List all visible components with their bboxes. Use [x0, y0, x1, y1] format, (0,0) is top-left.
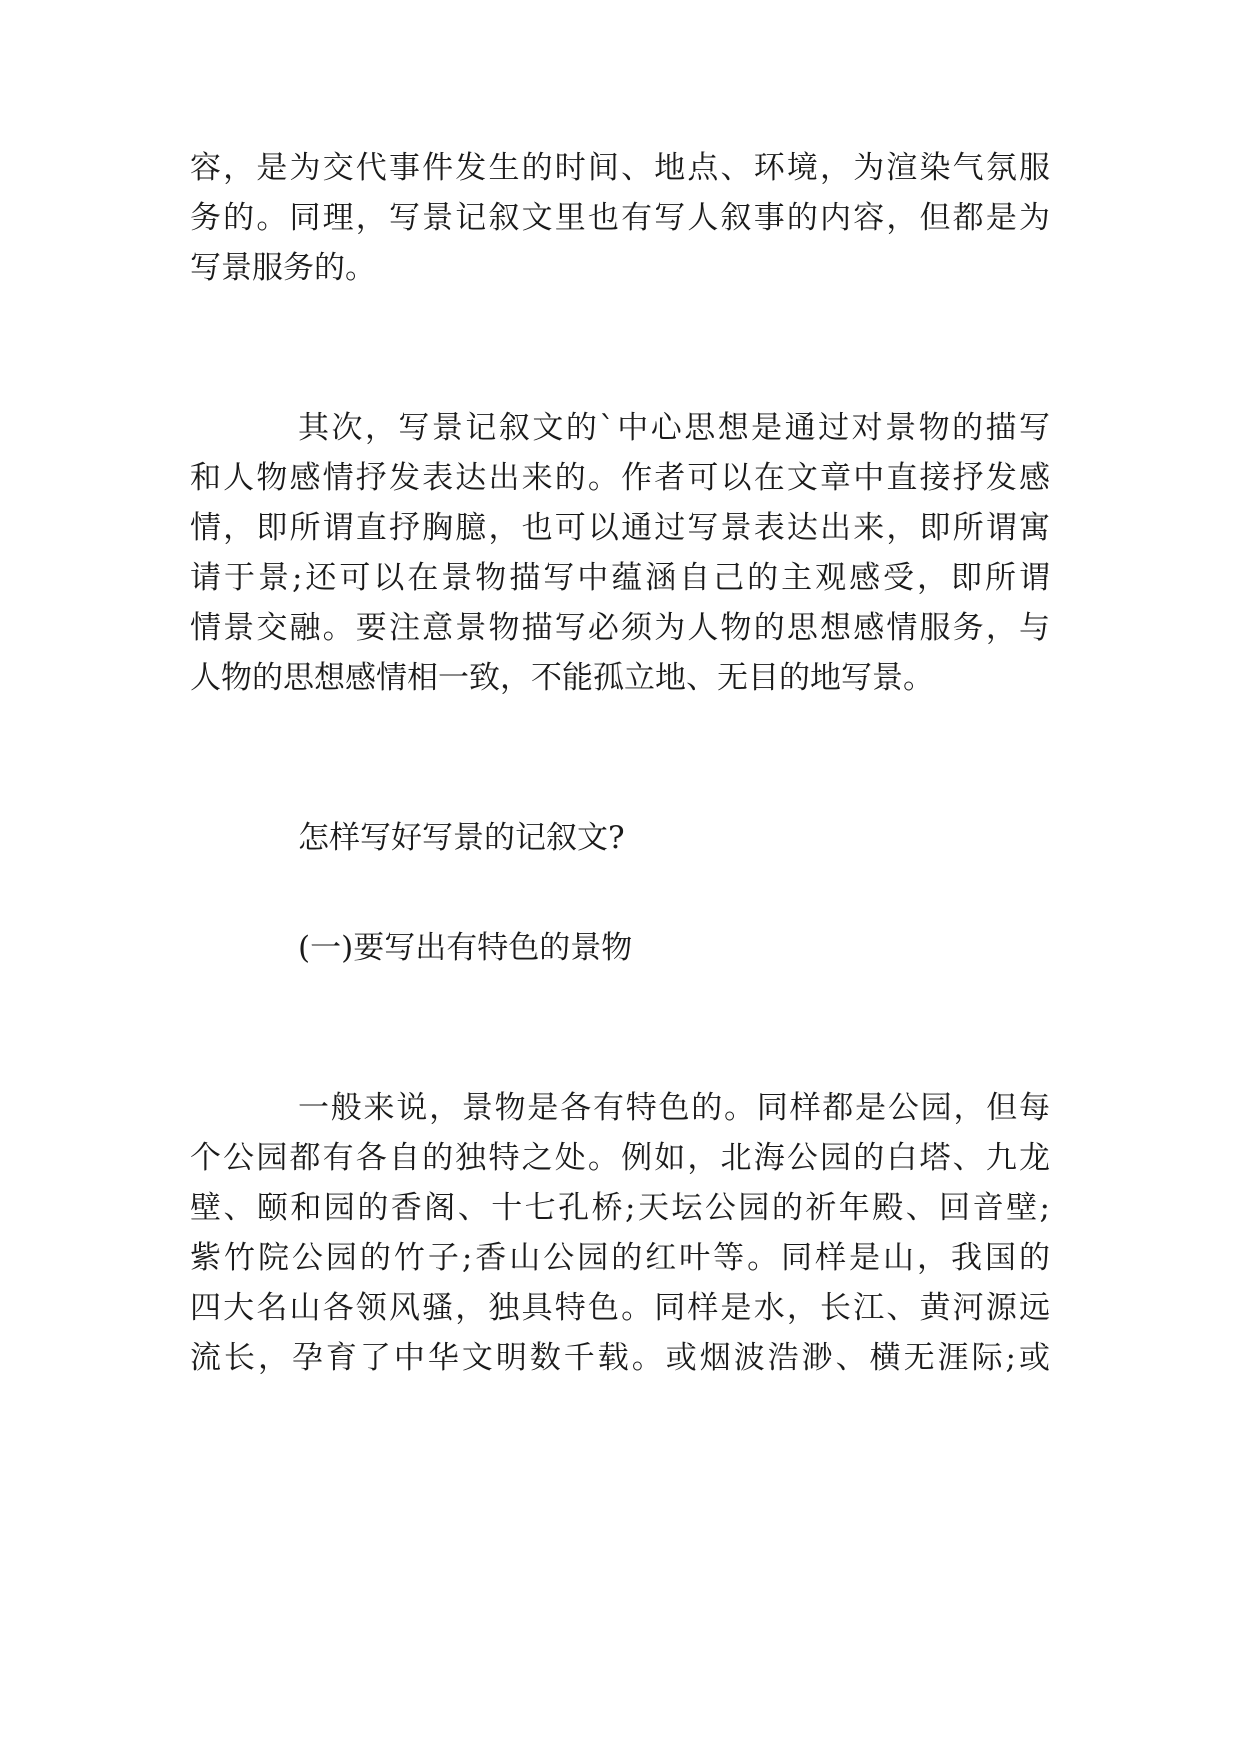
text-line: 个公园都有各自的独特之处。例如，北海公园的白塔、九龙: [190, 1140, 1050, 1176]
heading-line: (一)要写出有特色的景物: [298, 930, 633, 966]
text-line: 请于景;还可以在景物描写中蕴涵自己的主观感受，即所谓: [190, 560, 1050, 596]
text-line: 和人物感情抒发表达出来的。作者可以在文章中直接抒发感: [190, 460, 1050, 496]
text-line: 务的。同理，写景记叙文里也有写人叙事的内容，但都是为: [190, 200, 1050, 236]
text-line: 情景交融。要注意景物描写必须为人物的思想感情服务，与: [190, 610, 1050, 646]
text-line: 人物的思想感情相一致，不能孤立地、无目的地写景。: [190, 660, 934, 696]
text-line: 壁、颐和园的香阁、十七孔桥;天坛公园的祈年殿、回音壁;: [190, 1190, 1050, 1226]
text-line: 容，是为交代事件发生的时间、地点、环境，为渲染气氛服: [190, 150, 1050, 186]
text-line: 紫竹院公园的竹子;香山公园的红叶等。同样是山，我国的: [190, 1240, 1050, 1276]
text-line: 四大名山各领风骚，独具特色。同样是水，长江、黄河源远: [190, 1290, 1050, 1326]
text-line: 流长，孕育了中华文明数千载。或烟波浩渺、横无涯际;或: [190, 1340, 1050, 1376]
text-line: 写景服务的。: [190, 250, 376, 286]
text-line: 情，即所谓直抒胸臆，也可以通过写景表达出来，即所谓寓: [190, 510, 1050, 546]
text-line: 一般来说，景物是各有特色的。同样都是公园，但每: [298, 1090, 1050, 1126]
text-line: 其次，写景记叙文的`中心思想是通过对景物的描写: [298, 410, 1050, 446]
heading-line: 怎样写好写景的记叙文?: [298, 820, 625, 856]
